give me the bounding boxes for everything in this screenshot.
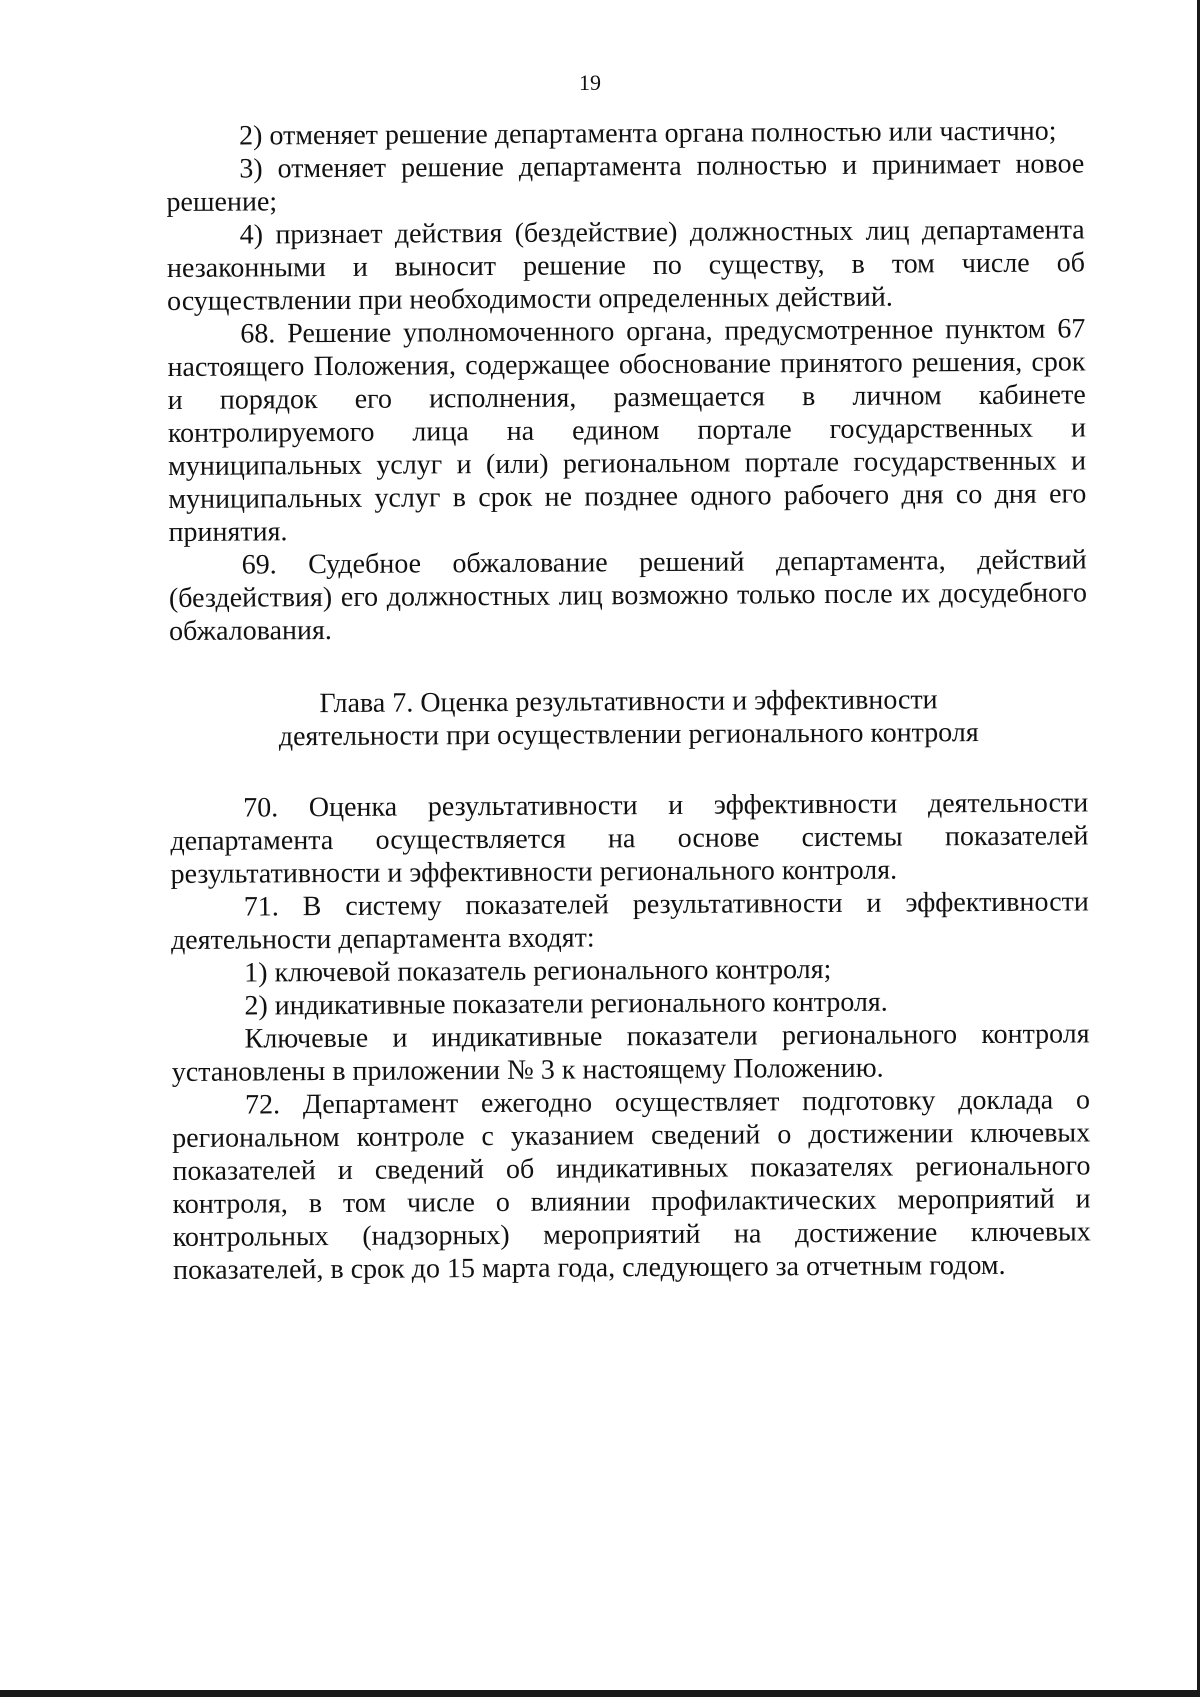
- document-body: [166, 114, 1091, 1287]
- scan-bottom-edge: [0, 1690, 1200, 1697]
- paragraph-indicators: Ключевые и индикативные показатели регионального контроля установлены в приложении № 3 к настоящему Положению.: [171, 1018, 1090, 1088]
- paragraph-item-3: 3) отменяет решение департамента полностью и принимает новое решение;: [166, 148, 1085, 218]
- paragraph-71-item-2: 2) индикативные показатели регионального контроля.: [244, 986, 888, 1022]
- paragraph-71: 71. В систему показателей результативности и эффективности деятельности департамента входят:: [170, 886, 1089, 956]
- paragraph-69: 69. Судебное обжалование решений департамента, действий (бездействия) его должностных лиц возможно только после их досудебного обжалования.: [168, 544, 1088, 647]
- chapter-heading-line-1: Глава 7. Оценка результативности и эффективности: [319, 684, 938, 720]
- paragraph-70: 70. Оценка результативности и эффективности деятельности департамента осуществляется на основе системы показателей результативности и эффективности регионального контроля.: [170, 787, 1089, 890]
- chapter-heading: [169, 682, 1087, 754]
- page-number: 19: [579, 70, 601, 95]
- paragraph-71-item-1: 1) ключевой показатель регионального контроля;: [244, 953, 832, 989]
- paragraph-68: 68. Решение уполномоченного органа, предусмотренное пунктом 67 настоящего Положения, содержащее обоснование принятого решения, срок и порядок его исполнения, размещается в личном кабинете контролируемого лица на едином портале государственных и муниципальных услуг и (или) региональном портале государственных и муниципальных услуг в срок не позднее одного рабочего дня со дня его принятия.: [167, 313, 1087, 548]
- chapter-heading-line-2: деятельности при осуществлении регионального контроля: [278, 717, 979, 753]
- paragraph-item-4: 4) признает действия (бездействие) должностных лиц департамента незаконными и выносит решение по существу, в том числе об осуществлении при необходимости определенных действий.: [166, 214, 1085, 317]
- paragraph-item-2: 2) отменяет решение департамента органа полностью или частично;: [239, 115, 1057, 152]
- paragraph-72: 72. Департамент ежегодно осуществляет подготовку доклада о региональном контроле с указанием сведений о достижении ключевых показателей и сведений об индикативных показателях регионального контроля, в том числе о влиянии профилактических мероприятий и контрольных (надзорных) мероприятий на достижение ключевых показателей, в срок до 15 марта года, следующего за отчетным годом.: [172, 1084, 1091, 1286]
